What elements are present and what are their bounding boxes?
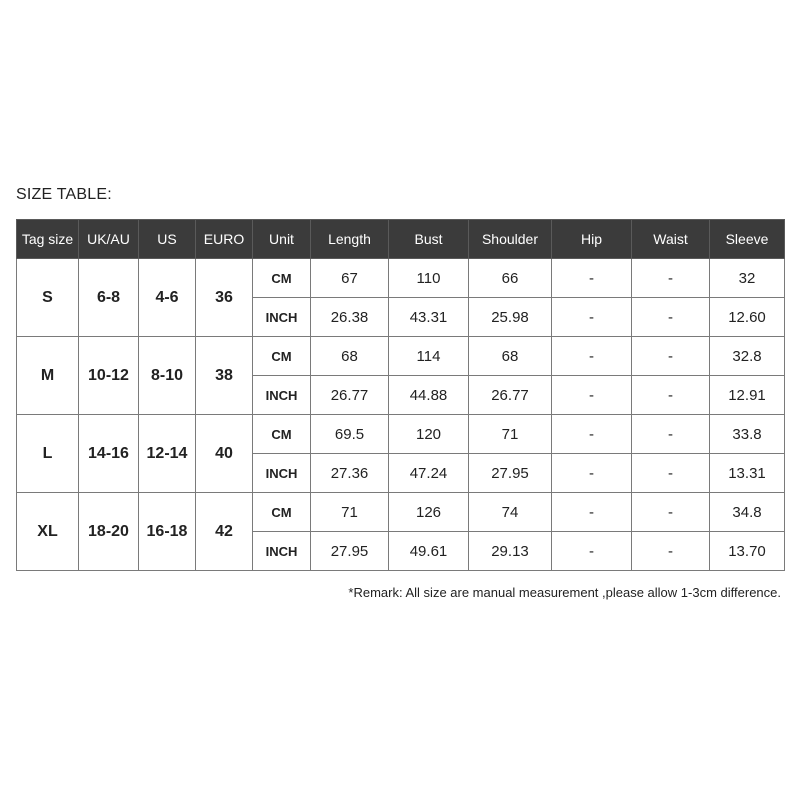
waist-cell: -: [632, 415, 710, 454]
uk-au-cell: 6-8: [79, 259, 139, 337]
shoulder-cell: 66: [469, 259, 552, 298]
sleeve-cell: 13.70: [710, 532, 785, 571]
euro-cell: 40: [196, 415, 253, 493]
header-unit: Unit: [253, 220, 311, 259]
bust-cell: 44.88: [389, 376, 469, 415]
shoulder-cell: 27.95: [469, 454, 552, 493]
length-cell: 68: [311, 337, 389, 376]
size-table: [16, 219, 785, 571]
waist-cell: -: [632, 259, 710, 298]
table-row: [17, 493, 785, 532]
unit-cell: INCH: [253, 454, 311, 493]
header-us: US: [139, 220, 196, 259]
header-tag-size: Tag size: [17, 220, 79, 259]
sleeve-cell: 34.8: [710, 493, 785, 532]
unit-cell: INCH: [253, 532, 311, 571]
us-cell: 12-14: [139, 415, 196, 493]
tag-size-cell: S: [17, 259, 79, 337]
length-cell: 67: [311, 259, 389, 298]
length-cell: 26.77: [311, 376, 389, 415]
hip-cell: -: [552, 454, 632, 493]
uk-au-cell: 18-20: [79, 493, 139, 571]
hip-cell: -: [552, 532, 632, 571]
bust-cell: 114: [389, 337, 469, 376]
length-cell: 26.38: [311, 298, 389, 337]
shoulder-cell: 74: [469, 493, 552, 532]
tag-size-cell: M: [17, 337, 79, 415]
tag-size-cell: L: [17, 415, 79, 493]
length-cell: 27.95: [311, 532, 389, 571]
hip-cell: -: [552, 259, 632, 298]
us-cell: 4-6: [139, 259, 196, 337]
shoulder-cell: 26.77: [469, 376, 552, 415]
hip-cell: -: [552, 376, 632, 415]
euro-cell: 36: [196, 259, 253, 337]
waist-cell: -: [632, 376, 710, 415]
unit-cell: INCH: [253, 298, 311, 337]
tag-size-cell: XL: [17, 493, 79, 571]
header-waist: Waist: [632, 220, 710, 259]
unit-cell: CM: [253, 259, 311, 298]
euro-cell: 42: [196, 493, 253, 571]
bust-cell: 49.61: [389, 532, 469, 571]
shoulder-cell: 25.98: [469, 298, 552, 337]
header-euro: EURO: [196, 220, 253, 259]
euro-cell: 38: [196, 337, 253, 415]
sleeve-cell: 12.60: [710, 298, 785, 337]
header-length: Length: [311, 220, 389, 259]
table-row: [17, 337, 785, 376]
sleeve-cell: 33.8: [710, 415, 785, 454]
us-cell: 16-18: [139, 493, 196, 571]
header-uk-au: UK/AU: [79, 220, 139, 259]
waist-cell: -: [632, 298, 710, 337]
shoulder-cell: 71: [469, 415, 552, 454]
sleeve-cell: 13.31: [710, 454, 785, 493]
unit-cell: CM: [253, 337, 311, 376]
hip-cell: -: [552, 493, 632, 532]
uk-au-cell: 10-12: [79, 337, 139, 415]
waist-cell: -: [632, 532, 710, 571]
unit-cell: CM: [253, 415, 311, 454]
header-hip: Hip: [552, 220, 632, 259]
hip-cell: -: [552, 415, 632, 454]
waist-cell: -: [632, 454, 710, 493]
header-row: [17, 220, 785, 259]
sleeve-cell: 32.8: [710, 337, 785, 376]
sleeve-cell: 12.91: [710, 376, 785, 415]
shoulder-cell: 29.13: [469, 532, 552, 571]
waist-cell: -: [632, 493, 710, 532]
us-cell: 8-10: [139, 337, 196, 415]
bust-cell: 47.24: [389, 454, 469, 493]
table-row: [17, 259, 785, 298]
bust-cell: 126: [389, 493, 469, 532]
hip-cell: -: [552, 337, 632, 376]
bust-cell: 120: [389, 415, 469, 454]
length-cell: 27.36: [311, 454, 389, 493]
waist-cell: -: [632, 337, 710, 376]
length-cell: 71: [311, 493, 389, 532]
header-shoulder: Shoulder: [469, 220, 552, 259]
length-cell: 69.5: [311, 415, 389, 454]
hip-cell: -: [552, 298, 632, 337]
table-row: [17, 415, 785, 454]
bust-cell: 110: [389, 259, 469, 298]
unit-cell: INCH: [253, 376, 311, 415]
bust-cell: 43.31: [389, 298, 469, 337]
sleeve-cell: 32: [710, 259, 785, 298]
remark-note: *Remark: All size are manual measurement ,please allow 1-3cm difference.: [348, 585, 781, 600]
size-table-title: SIZE TABLE:: [16, 186, 112, 203]
uk-au-cell: 14-16: [79, 415, 139, 493]
header-sleeve: Sleeve: [710, 220, 785, 259]
shoulder-cell: 68: [469, 337, 552, 376]
header-bust: Bust: [389, 220, 469, 259]
unit-cell: CM: [253, 493, 311, 532]
